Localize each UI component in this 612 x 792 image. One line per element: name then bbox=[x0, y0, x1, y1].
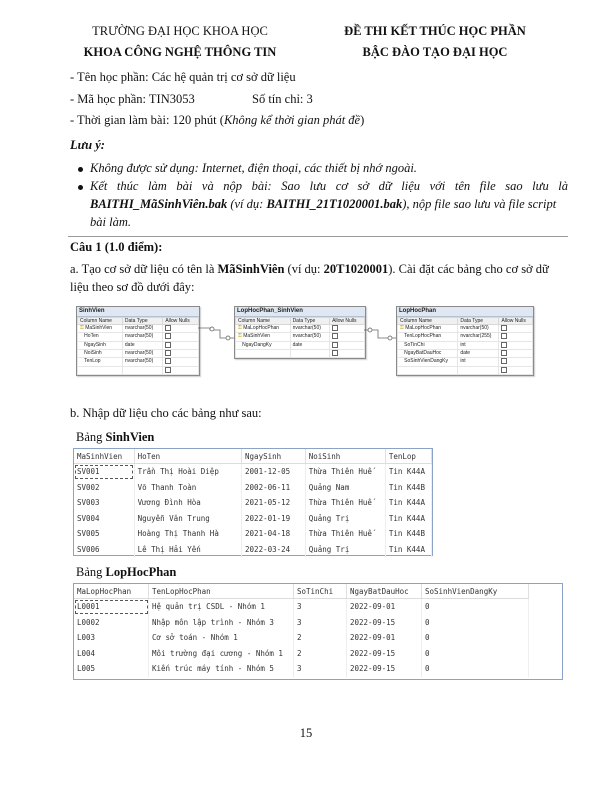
grid-header-row bbox=[74, 584, 529, 599]
exam-time bbox=[70, 112, 364, 129]
grid-cell[interactable]: SV005 bbox=[74, 526, 134, 542]
exam-time-prefix: - Thời gian làm bài: 120 phút ( bbox=[70, 113, 224, 127]
allow-nulls-checkbox bbox=[501, 342, 507, 348]
allow-nulls-checkbox bbox=[501, 358, 507, 364]
primary-key-icon: ⚿ bbox=[238, 325, 242, 332]
grid-cell[interactable]: 3 bbox=[294, 661, 347, 677]
column-name: ⚿ MaSinhVien bbox=[236, 333, 291, 341]
grid-cell[interactable]: Hoàng Thị Thanh Hà bbox=[134, 526, 241, 542]
grid-column-header: MaLopHocPhan bbox=[74, 584, 149, 599]
col-header: Data Type bbox=[458, 318, 499, 325]
allow-nulls-checkbox bbox=[165, 333, 171, 339]
grid-cell[interactable]: Hệ quản trị CSDL - Nhóm 1 bbox=[149, 599, 294, 615]
grid-cell[interactable]: SV006 bbox=[74, 542, 134, 558]
data-type: int bbox=[458, 341, 499, 349]
question-1a-suffix: ). Cài đặt các bảng cho cơ sở dữ bbox=[388, 262, 549, 276]
grid-cell[interactable]: Thừa Thiên Huế bbox=[305, 526, 385, 542]
university-name: TRƯỜNG ĐẠI HỌC KHOA HỌC bbox=[92, 24, 268, 38]
question-1b-text: b. Nhập dữ liệu cho các bảng như sau: bbox=[70, 406, 262, 420]
allow-nulls-checkbox bbox=[165, 358, 171, 364]
column-name: NgayBatDauHoc bbox=[398, 349, 458, 357]
caption-table-name: LopHocPhan bbox=[105, 565, 177, 579]
caption-table-name: SinhVien bbox=[105, 430, 155, 444]
grid-cell[interactable]: Môi trường đại cương - Nhóm 1 bbox=[149, 646, 294, 662]
table-row[interactable] bbox=[74, 511, 432, 527]
data-type: int bbox=[458, 358, 499, 366]
course-name: - Tên học phần: Các hệ quản trị cơ sở dữ liệu bbox=[70, 70, 296, 84]
primary-key-icon: ⚿ bbox=[238, 333, 242, 340]
credits: Số tín chỉ: 3 bbox=[252, 92, 313, 106]
course-code: - Mã học phần: TIN3053 bbox=[70, 92, 195, 106]
data-type: nvarchar(50) bbox=[122, 333, 162, 341]
key-end-icon bbox=[388, 336, 392, 340]
lophocphan-grid bbox=[73, 583, 563, 680]
grid-cell[interactable]: 2021-05-12 bbox=[242, 495, 306, 511]
database-name: MãSinhViên bbox=[217, 262, 285, 276]
column-name: NoiSinh bbox=[78, 349, 123, 357]
primary-key-icon: ⚿ bbox=[400, 325, 404, 332]
grid-cell[interactable]: Quảng Trị bbox=[305, 542, 385, 558]
note-item-2-line1: Kết thúc làm bài và nộp bài: Sao lưu cơ sở dữ liệu với tên file sao lưu là bbox=[90, 179, 568, 193]
table-row[interactable] bbox=[74, 615, 529, 631]
grid-cell[interactable]: 3 bbox=[294, 599, 347, 615]
column-name: NgaySinh bbox=[78, 341, 123, 349]
allow-nulls-checkbox bbox=[165, 342, 171, 348]
note-item-2-end: ), nộp file sao lưu và file script bbox=[402, 197, 557, 211]
column-name: HoTen bbox=[78, 333, 123, 341]
grid-column-header: NoiSinh bbox=[305, 449, 385, 464]
grid-cell[interactable]: 2022-09-01 bbox=[347, 599, 422, 615]
grid-cell[interactable]: SV001 bbox=[74, 464, 134, 480]
grid-cell[interactable]: Trần Thị Hoài Diệp bbox=[134, 464, 241, 480]
table-row[interactable] bbox=[74, 661, 529, 677]
question-1a-line1 bbox=[70, 261, 549, 278]
allow-nulls-checkbox bbox=[165, 350, 171, 356]
entity-sinhvien bbox=[76, 306, 200, 376]
entity-title: LopHocPhan_SinhVien bbox=[235, 307, 365, 317]
grid-cell[interactable]: Tin K44B bbox=[385, 480, 431, 496]
table-row[interactable] bbox=[74, 480, 432, 496]
bullet-dot bbox=[78, 185, 83, 190]
lophocphan-caption bbox=[76, 564, 176, 581]
grid-cell[interactable]: Tin K44B bbox=[385, 526, 431, 542]
page-number: 15 bbox=[299, 726, 313, 740]
grid-cell[interactable]: Cơ sở toán - Nhóm 1 bbox=[149, 630, 294, 646]
grid-cell[interactable]: Tin K44A bbox=[385, 511, 431, 527]
grid-cell[interactable]: L0002 bbox=[74, 615, 149, 631]
faculty-name: KHOA CÔNG NGHỆ THÔNG TIN bbox=[83, 45, 277, 59]
database-example: 20T1020001 bbox=[323, 262, 389, 276]
question-1a-mid: (ví dụ: bbox=[284, 262, 324, 276]
key-end-icon bbox=[210, 327, 214, 331]
grid-cell[interactable]: 2 bbox=[294, 630, 347, 646]
question-1a-prefix: a. Tạo cơ sở dữ liệu có tên là bbox=[70, 262, 218, 276]
data-type: date bbox=[290, 341, 330, 349]
grid-cell[interactable]: Kiến trúc máy tính - Nhóm 5 bbox=[149, 661, 294, 677]
grid-cell[interactable]: 2001-12-05 bbox=[242, 464, 306, 480]
section-divider bbox=[68, 236, 568, 237]
grid-cell[interactable]: 2022-01-19 bbox=[242, 511, 306, 527]
grid-cell[interactable]: Quảng Nam bbox=[305, 480, 385, 496]
allow-nulls-checkbox bbox=[501, 333, 507, 339]
allow-nulls-checkbox bbox=[332, 350, 338, 356]
question-1a-line2: liệu theo sơ đồ dưới đây: bbox=[70, 280, 195, 294]
allow-nulls-checkbox bbox=[165, 325, 171, 331]
grid-cell[interactable]: L003 bbox=[74, 630, 149, 646]
col-header: Column Name bbox=[398, 318, 458, 325]
grid-cell[interactable]: SV002 bbox=[74, 480, 134, 496]
exam-title: ĐỀ THI KẾT THÚC HỌC PHẦN bbox=[344, 24, 526, 38]
column-name: ⚿ MaLopHocPhan bbox=[236, 325, 291, 333]
table-row[interactable] bbox=[74, 599, 529, 615]
col-header: Column Name bbox=[236, 318, 291, 325]
grid-cell[interactable]: Tin K44A bbox=[385, 542, 431, 558]
grid-cell[interactable]: L005 bbox=[74, 661, 149, 677]
table-row[interactable] bbox=[74, 495, 432, 511]
allow-nulls-checkbox bbox=[501, 350, 507, 356]
infinity-end-icon bbox=[368, 328, 372, 332]
table-row[interactable] bbox=[74, 646, 529, 662]
grid-cell[interactable]: Tin K44A bbox=[385, 464, 431, 480]
grid-cell[interactable]: Thừa Thiên Huế bbox=[305, 464, 385, 480]
question-1-title: Câu 1 (1.0 điểm): bbox=[70, 240, 163, 254]
note-item-2-line3: bài làm. bbox=[90, 215, 131, 229]
caption-prefix: Bảng bbox=[76, 430, 106, 444]
grid-column-header: TenLop bbox=[385, 449, 431, 464]
grid-cell[interactable]: Nguyễn Văn Trung bbox=[134, 511, 241, 527]
allow-nulls-checkbox bbox=[501, 367, 507, 373]
caption-prefix: Bảng bbox=[76, 565, 106, 579]
table-row[interactable] bbox=[74, 526, 432, 542]
grid-cell[interactable]: L0001 bbox=[74, 599, 149, 615]
data-type: date bbox=[458, 349, 499, 357]
grid-cell[interactable]: Vương Đình Hòa bbox=[134, 495, 241, 511]
grid-cell[interactable]: Nhập môn lập trình - Nhóm 3 bbox=[149, 615, 294, 631]
col-header: Allow Nulls bbox=[163, 318, 199, 325]
exam-time-note: Không kể thời gian phát đề bbox=[223, 113, 361, 127]
grid-cell[interactable]: 0 bbox=[422, 661, 529, 677]
sinhvien-grid bbox=[73, 448, 433, 556]
grid-column-header: SoSinhVienDangKy bbox=[422, 584, 529, 599]
sinhvien-caption bbox=[76, 429, 154, 446]
grid-column-header: MaSinhVien bbox=[74, 449, 134, 464]
column-name: ⚿ MaLopHocPhan bbox=[398, 325, 458, 333]
table-row[interactable] bbox=[74, 630, 529, 646]
notes-title: Lưu ý: bbox=[70, 138, 105, 152]
grid-cell[interactable]: 2 bbox=[294, 646, 347, 662]
grid-column-header: SoTinChi bbox=[294, 584, 347, 599]
relationship-lines bbox=[198, 318, 398, 348]
primary-key-icon: ⚿ bbox=[80, 325, 84, 332]
allow-nulls-checkbox bbox=[501, 325, 507, 331]
entity-lophocphan bbox=[396, 306, 534, 376]
grid-cell[interactable]: 2022-09-15 bbox=[347, 615, 422, 631]
grid-cell[interactable]: Quảng Trị bbox=[305, 511, 385, 527]
grid-column-header: NgaySinh bbox=[242, 449, 306, 464]
data-type: nvarchar(50) bbox=[122, 325, 162, 333]
col-header: Data Type bbox=[290, 318, 330, 325]
bullet-dot bbox=[78, 167, 83, 172]
grid-cell[interactable]: Tin K44A bbox=[385, 495, 431, 511]
column-name: TenLop bbox=[78, 358, 123, 366]
backup-example: BAITHI_21T1020001.bak bbox=[266, 197, 403, 211]
column-name: ⚿ MaSinhVien bbox=[78, 325, 123, 333]
col-header: Allow Nulls bbox=[499, 318, 533, 325]
grid-cell[interactable]: Thừa Thiên Huế bbox=[305, 495, 385, 511]
entity-title: SinhVien bbox=[77, 307, 199, 317]
data-type: nvarchar(255) bbox=[458, 333, 499, 341]
grid-cell[interactable]: 2022-09-15 bbox=[347, 646, 422, 662]
table-row[interactable] bbox=[74, 464, 432, 480]
col-header: Column Name bbox=[78, 318, 123, 325]
education-level: BẬC ĐÀO TẠO ĐẠI HỌC bbox=[362, 45, 508, 59]
grid-column-header: NgayBatDauHoc bbox=[347, 584, 422, 599]
grid-column-header: HoTen bbox=[134, 449, 241, 464]
grid-cell[interactable]: 2021-04-18 bbox=[242, 526, 306, 542]
grid-cell[interactable]: SV003 bbox=[74, 495, 134, 511]
data-type: nvarchar(50) bbox=[122, 349, 162, 357]
grid-cell[interactable]: 0 bbox=[422, 646, 529, 662]
data-type: nvarchar(50) bbox=[290, 325, 330, 333]
grid-cell[interactable]: SV004 bbox=[74, 511, 134, 527]
data-type: date bbox=[122, 341, 162, 349]
note-item-2-line2 bbox=[90, 196, 556, 213]
data-type: nvarchar(50) bbox=[458, 325, 499, 333]
table-row[interactable] bbox=[74, 542, 432, 558]
note-item-1: Không được sử dụng: Internet, điện thoại, các thiết bị nhớ ngoài. bbox=[90, 161, 417, 175]
grid-header-row bbox=[74, 449, 432, 464]
grid-cell[interactable]: 2002-06-11 bbox=[242, 480, 306, 496]
grid-cell[interactable]: Võ Thanh Toàn bbox=[134, 480, 241, 496]
grid-cell[interactable]: 0 bbox=[422, 630, 529, 646]
grid-cell[interactable]: L004 bbox=[74, 646, 149, 662]
column-name: NgayDangKy bbox=[236, 341, 291, 349]
col-header: Allow Nulls bbox=[330, 318, 365, 325]
column-name: SoSinhVienDangKy bbox=[398, 358, 458, 366]
col-header: Data Type bbox=[122, 318, 162, 325]
column-name: SoTinChi bbox=[398, 341, 458, 349]
column-name: TenLopHocPhan bbox=[398, 333, 458, 341]
grid-cell[interactable]: Lê Thị Hải Yến bbox=[134, 542, 241, 558]
allow-nulls-checkbox bbox=[165, 367, 171, 373]
note-item-2-mid: (ví dụ: bbox=[227, 197, 267, 211]
exam-time-suffix: ) bbox=[360, 113, 365, 127]
entity-title: LopHocPhan bbox=[397, 307, 533, 317]
data-type: nvarchar(50) bbox=[122, 358, 162, 366]
grid-cell[interactable]: 2022-03-24 bbox=[242, 542, 306, 558]
backup-filename: BAITHI_MãSinhViên.bak bbox=[90, 197, 228, 211]
grid-cell[interactable]: 2022-09-01 bbox=[347, 630, 422, 646]
grid-column-header: TenLopHocPhan bbox=[149, 584, 294, 599]
infinity-end-icon bbox=[226, 336, 230, 340]
grid-cell[interactable]: 3 bbox=[294, 615, 347, 631]
data-type: nvarchar(50) bbox=[290, 333, 330, 341]
grid-cell[interactable]: 0 bbox=[422, 615, 529, 631]
grid-cell[interactable]: 2022-09-15 bbox=[347, 661, 422, 677]
grid-cell[interactable]: 0 bbox=[422, 599, 529, 615]
